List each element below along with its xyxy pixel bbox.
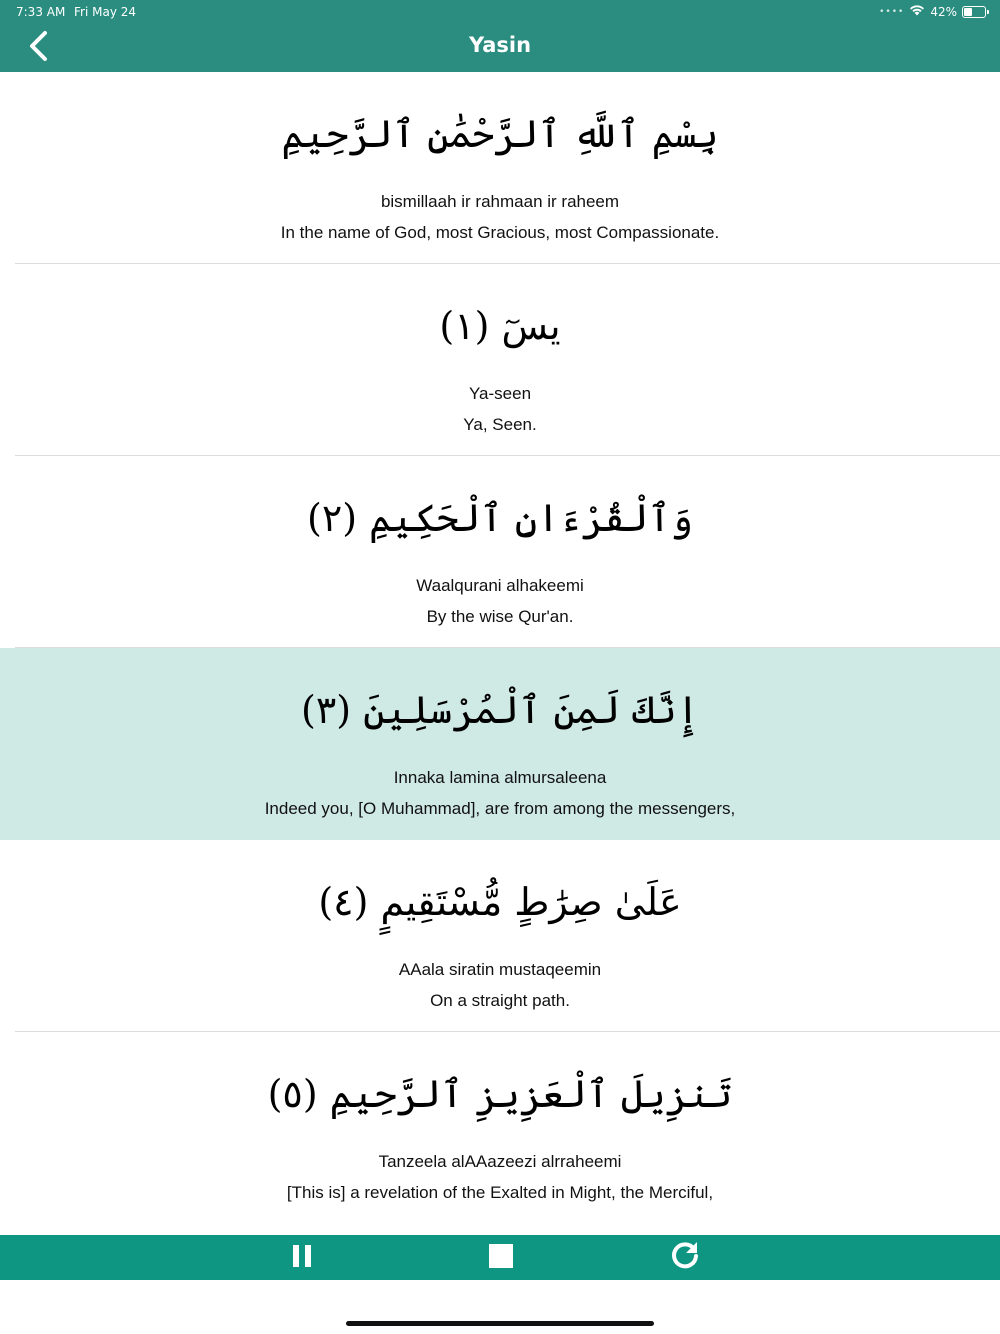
page-title: Yasin xyxy=(468,33,532,57)
verse-arabic: بِسْمِ ٱللَّهِ ٱلرَّحْمَٰنِ ٱلرَّحِيمِ xyxy=(281,112,719,156)
status-bar xyxy=(0,0,1000,24)
refresh-button[interactable] xyxy=(655,1235,715,1280)
verse-translation: Ya, Seen. xyxy=(463,415,537,434)
verse-transliteration: bismillaah ir rahmaan ir raheem xyxy=(380,192,620,211)
signal-dots-icon: •••• xyxy=(879,6,905,17)
verse-arabic: يسٓ (١) xyxy=(439,304,561,348)
verse-row-highlighted[interactable] xyxy=(0,648,1000,840)
verse-transliteration: Tanzeela alAAazeezi alrraheemi xyxy=(378,1152,622,1171)
verse-translation: [This is] a revelation of the Exalted in Might, the Merciful, xyxy=(286,1183,714,1202)
stop-icon xyxy=(488,1243,514,1273)
pause-icon xyxy=(291,1244,313,1272)
verse-row[interactable] xyxy=(0,1032,1000,1224)
home-indicator[interactable] xyxy=(346,1321,654,1326)
status-time: 7:33 AM xyxy=(16,5,66,19)
verse-arabic: إِنَّكَ لَمِنَ ٱلْمُرْسَلِينَ (٣) xyxy=(300,688,700,732)
stop-button[interactable] xyxy=(471,1235,531,1280)
status-date: Fri May 24 xyxy=(74,5,137,19)
playback-toolbar xyxy=(0,1235,1000,1280)
wifi-icon xyxy=(909,4,925,19)
status-right xyxy=(879,4,986,19)
verse-translation: Indeed you, [O Muhammad], are from among the messengers, xyxy=(264,799,736,818)
verse-row[interactable] xyxy=(0,72,1000,264)
verse-transliteration: Waalqurani alhakeemi xyxy=(416,576,584,595)
battery-fill xyxy=(964,8,972,16)
verse-transliteration: Ya-seen xyxy=(468,384,532,403)
pause-button[interactable] xyxy=(272,1235,332,1280)
nav-bar xyxy=(0,24,1000,72)
verse-arabic: وَٱلْقُرْءَانِ ٱلْحَكِيمِ (٢) xyxy=(307,496,693,540)
battery-icon xyxy=(962,6,986,18)
verse-arabic: عَلَىٰ صِرَٰطٍ مُّسْتَقِيمٍ (٤) xyxy=(318,880,682,924)
verse-row[interactable] xyxy=(0,264,1000,456)
verse-translation: In the name of God, most Gracious, most Compassionate. xyxy=(280,223,720,242)
refresh-icon xyxy=(669,1240,701,1276)
verse-row[interactable] xyxy=(0,456,1000,648)
verse-translation: By the wise Qur'an. xyxy=(426,607,574,626)
verse-arabic: تَنزِيلَ ٱلْعَزِيزِ ٱلرَّحِيمِ (٥) xyxy=(267,1072,733,1116)
verse-list[interactable] xyxy=(0,72,1000,1235)
verse-transliteration: AAala siratin mustaqeemin xyxy=(398,960,602,979)
battery-percent: 42% xyxy=(930,4,957,19)
verse-row[interactable] xyxy=(0,840,1000,1032)
verse-translation: On a straight path. xyxy=(430,991,570,1010)
verse-transliteration: Innaka lamina almursaleena xyxy=(393,768,607,787)
